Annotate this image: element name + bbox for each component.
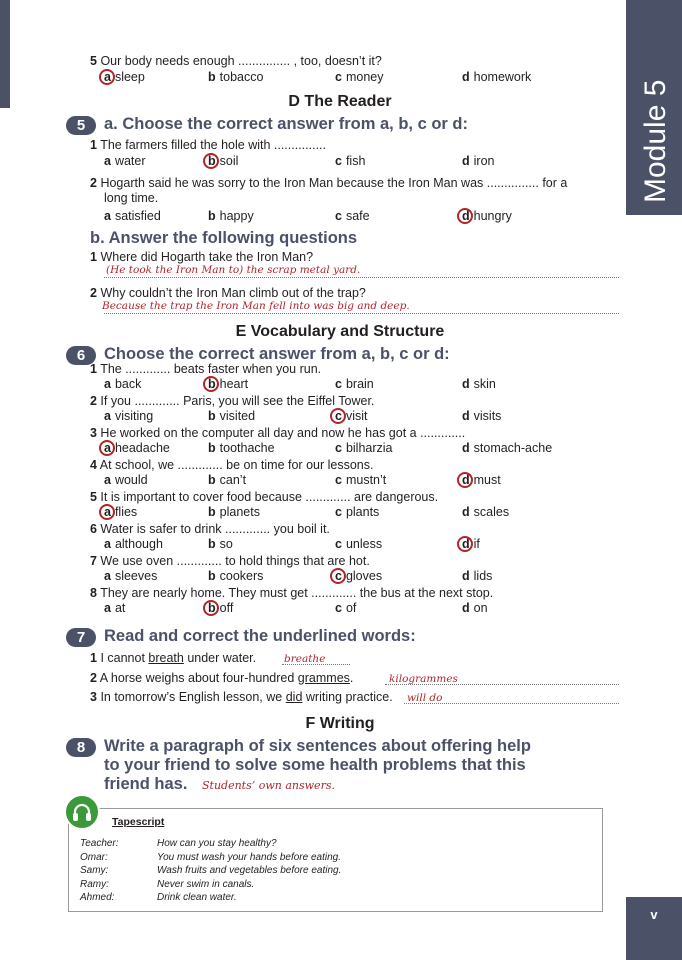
section-heading: F Writing xyxy=(305,715,375,732)
option: b happy xyxy=(208,209,254,223)
option: d must xyxy=(462,473,501,487)
answer-circle xyxy=(203,376,219,392)
tapescript-speaker: Ramy: xyxy=(80,878,109,890)
answer-circle xyxy=(330,568,346,584)
tapescript-line: You must wash your hands before eating. xyxy=(157,851,342,863)
tapescript-speaker: Ahmed: xyxy=(80,892,115,903)
question-stem: Our body needs enough ............... , too, doesn’t it? xyxy=(100,54,382,68)
answer-circle xyxy=(330,408,346,424)
tapescript-line: Wash fruits and vegetables before eating. xyxy=(157,865,342,876)
exercise-number-badge: 7 xyxy=(66,628,96,647)
option: b heart xyxy=(208,377,249,391)
exercise-title: Read and correct the underlined words: xyxy=(104,627,416,645)
answer-circle xyxy=(457,208,473,224)
option: b planets xyxy=(208,505,260,519)
section-heading: E Vocabulary and Structure xyxy=(235,323,445,340)
option: c brain xyxy=(335,377,374,391)
question-number: 5 xyxy=(90,54,97,68)
answer-line xyxy=(104,313,619,314)
handwritten-answer: breathe xyxy=(284,653,326,665)
section-heading: D The Reader xyxy=(288,93,392,110)
option: a at xyxy=(104,601,126,615)
question-text: 8 They are nearly home. They must get ............. the bus at the next stop. xyxy=(90,586,494,600)
option: c safe xyxy=(335,209,370,223)
answer-line xyxy=(404,703,619,704)
answer-circle xyxy=(99,69,115,85)
correction-item: 3 In tomorrow’s English lesson, we did writing practice. xyxy=(90,690,393,704)
option: d scales xyxy=(462,505,510,519)
option: a back xyxy=(104,377,142,391)
question-text: 1 The farmers filled the hole with ............... xyxy=(90,138,326,152)
answer-circle xyxy=(203,153,219,169)
page-edge-strip xyxy=(0,0,10,108)
exercise-number-badge: 6 xyxy=(66,346,96,365)
option: d homework xyxy=(462,70,532,84)
question-text-continued: long time. xyxy=(104,191,159,205)
option: a sleeves xyxy=(104,569,158,583)
answer-circle xyxy=(99,504,115,520)
option: c plants xyxy=(335,505,380,519)
question-text: 2 Why couldn’t the Iron Man climb out of the trap? xyxy=(90,286,366,300)
handwritten-answer: Because the trap the Iron Man fell into was big and deep. xyxy=(102,300,410,312)
option: d on xyxy=(462,601,488,615)
option: c money xyxy=(335,70,384,84)
option: d iron xyxy=(462,154,495,168)
question-text: 1 The ............. beats faster when you run. xyxy=(90,362,322,376)
option: c of xyxy=(335,601,357,615)
option: b off xyxy=(208,601,234,615)
handwritten-answer: will do xyxy=(407,692,443,704)
option: b soil xyxy=(208,154,239,168)
option: c gloves xyxy=(335,569,383,583)
answer-circle xyxy=(203,600,219,616)
option: b visited xyxy=(208,409,256,423)
exercise-number-badge: 8 xyxy=(66,738,96,757)
option: b can’t xyxy=(208,473,247,487)
question-text: 6 Water is safer to drink ............. you boil it. xyxy=(90,522,330,536)
option: d stomach-ache xyxy=(462,441,553,455)
option: c fish xyxy=(335,154,366,168)
option: a water xyxy=(104,154,146,168)
exercise-title-line: Write a paragraph of six sentences about offering help xyxy=(104,737,531,755)
answer-circle xyxy=(457,472,473,488)
option: a headache xyxy=(104,441,170,455)
handwritten-answer: Students’ own answers. xyxy=(202,779,335,792)
headphones-icon xyxy=(64,794,100,830)
option: a would xyxy=(104,473,148,487)
exercise-title-line: friend has. xyxy=(104,775,188,793)
correction-item: 1 I cannot breath under water. xyxy=(90,651,257,665)
option: a flies xyxy=(104,505,138,519)
option: c unless xyxy=(335,537,383,551)
question-text: 4 At school, we ............. be on time for our lessons. xyxy=(90,458,374,472)
answer-line xyxy=(104,277,619,278)
module-tab xyxy=(626,0,682,215)
tapescript-speaker: Omar: xyxy=(80,851,108,863)
option: b tobacco xyxy=(208,70,264,84)
question-text: 2 Hogarth said he was sorry to the Iron Man because the Iron Man was ............... for a xyxy=(90,176,568,190)
answer-circle xyxy=(457,536,473,552)
exercise-title: Choose the correct answer from a, b, c or d: xyxy=(104,345,450,363)
option: a although xyxy=(104,537,163,551)
answer-line xyxy=(385,684,619,685)
question-text: 7 We use oven ............. to hold things that are hot. xyxy=(90,554,370,568)
answer-line xyxy=(282,664,350,665)
option: c bilharzia xyxy=(335,441,393,455)
option: d visits xyxy=(462,409,502,423)
option: a sleep xyxy=(104,70,145,84)
option: d hungry xyxy=(462,209,512,223)
option: d skin xyxy=(462,377,496,391)
exercise-subtitle: b. Answer the following questions xyxy=(90,229,358,247)
module-tab-label: Module 5 xyxy=(639,79,672,203)
tapescript-line: Never swim in canals. xyxy=(157,878,255,890)
handwritten-answer: kilogrammes xyxy=(389,673,458,685)
answer-circle xyxy=(99,440,115,456)
question-text xyxy=(90,54,382,68)
tapescript-line: How can you stay healthy? xyxy=(157,838,277,849)
tapescript-speaker: Samy: xyxy=(80,865,109,876)
option: a satisfied xyxy=(104,209,161,223)
option: a visiting xyxy=(104,409,154,423)
page-number: v xyxy=(626,897,682,960)
exercise-title-line: to your friend to solve some health problems that this xyxy=(104,756,526,774)
tapescript-line: Drink clean water. xyxy=(157,892,237,903)
option: b toothache xyxy=(208,441,275,455)
tapescript-title: Tapescript xyxy=(112,816,165,828)
option: c visit xyxy=(335,409,368,423)
exercise-title: a. Choose the correct answer from a, b, c or d: xyxy=(104,115,469,133)
question-text: 1 Where did Hogarth take the Iron Man? xyxy=(90,250,314,264)
option: b cookers xyxy=(208,569,264,583)
question-text: 5 It is important to cover food because ............. are dangerous. xyxy=(90,490,439,504)
question-text: 2 If you ............. Paris, you will see the Eiffel Tower. xyxy=(90,394,375,408)
question-text: 3 He worked on the computer all day and now he has got a ............. xyxy=(90,426,466,440)
option: d lids xyxy=(462,569,493,583)
handwritten-answer: (He took the Iron Man to) the scrap metal yard. xyxy=(106,264,361,276)
correction-item: 2 A horse weighs about four-hundred grammes. xyxy=(90,671,354,685)
option: d if xyxy=(462,537,480,551)
tapescript-speaker: Teacher: xyxy=(80,838,119,849)
exercise-number-badge: 5 xyxy=(66,116,96,135)
option: c mustn’t xyxy=(335,473,387,487)
option: b so xyxy=(208,537,233,551)
